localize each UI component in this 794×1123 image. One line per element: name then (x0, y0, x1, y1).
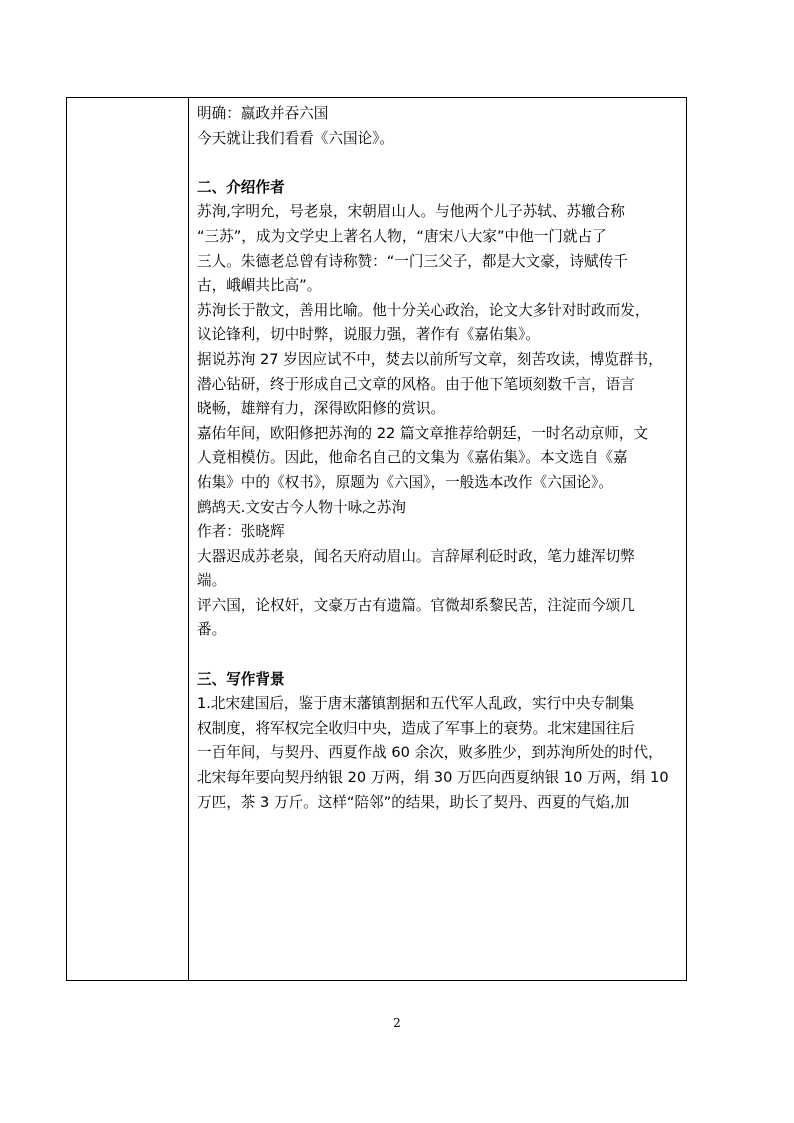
text-line: 万匹，茶 3 万斤。这样“陪邻”的结果，助长了契丹、西夏的气焰,加 (197, 793, 630, 811)
text-line: “三苏”，成为文学史上著名人物，“唐宋八大家”中他一门就占了 (197, 227, 607, 245)
text-line: 苏洵,字明允，号老泉，宋朝眉山人。与他两个儿子苏轼、苏辙合称 (197, 203, 625, 221)
text-line: 一百年间，与契丹、西夏作战 60 余次，败多胜少，到苏洵所处的时代， (197, 744, 663, 762)
blank-line (197, 643, 683, 668)
left-column-cell (67, 98, 188, 980)
text-line: 议论锋利，切中时弊，说服力强，著作有《嘉佑集》。 (197, 326, 540, 344)
text-line: 权制度，将军权完全收归中央，造成了军事上的衰势。北宋建国往后 (197, 719, 635, 737)
text-line: 三人。朱德老总曾有诗称赞：“一门三父子，都是大文豪，诗赋传千 (197, 252, 628, 270)
text-line: 1.北宋建国后，鉴于唐末藩镇割据和五代军人乱政，实行中央专制集 (197, 695, 635, 713)
right-column-text (197, 102, 683, 815)
text-line: 端。 (197, 572, 227, 590)
content-table (66, 97, 687, 981)
text-line: 佑集》中的《权书》，原题为《六国》，一般选本改作《六国论》。 (197, 473, 613, 491)
text-line: 鹧鸪天.文安古今人物十咏之苏洵 (197, 498, 406, 516)
blank-line (197, 151, 683, 176)
text-line: 潜心钻研，终于形成自己文章的风格。由于他下笔顷刻数千言，语言 (197, 375, 635, 393)
text-line: 番。 (197, 621, 227, 639)
text-line: 作者：张晓辉 (197, 523, 285, 541)
text-line: 古，峨嵋共比高”。 (197, 277, 322, 295)
column-divider (188, 98, 189, 980)
text-line: 据说苏洵 27 岁因应试不中，焚去以前所写文章，刻苦攻读，博览群书， (197, 350, 663, 368)
text-line: 明确：嬴政并吞六国 (197, 105, 329, 122)
section-heading: 二、介绍作者 (197, 178, 285, 196)
text-line: 北宋每年要向契丹纳银 20 万两，绢 30 万匹向西夏纳银 10 万两，绢 10 (197, 769, 669, 787)
text-line: 人竟相模仿。因此，他命名自己的文集为《嘉佑集》。本文选自《嘉 (197, 449, 628, 467)
text-line: 今天就让我们看看《六国论》。 (197, 129, 395, 147)
text-line: 嘉佑年间，欧阳修把苏洵的 22 篇文章推荐给朝廷，一时名动京师，文 (197, 424, 649, 442)
text-line: 评六国，论权奸，文豪万古有遗篇。官微却系黎民苦，注淀而今颂几 (197, 596, 635, 614)
page-number: 2 (393, 1016, 401, 1030)
section-heading: 三、写作背景 (197, 670, 285, 688)
text-line: 晓畅，雄辩有力，深得欧阳修的赏识。 (197, 400, 446, 418)
text-line: 大器迟成苏老泉，闻名天府动眉山。言辞犀利砭时政，笔力雄浑切弊 (197, 547, 635, 565)
text-line: 苏洵长于散文，善用比喻。他十分关心政治，论文大多针对时政而发， (197, 301, 650, 319)
